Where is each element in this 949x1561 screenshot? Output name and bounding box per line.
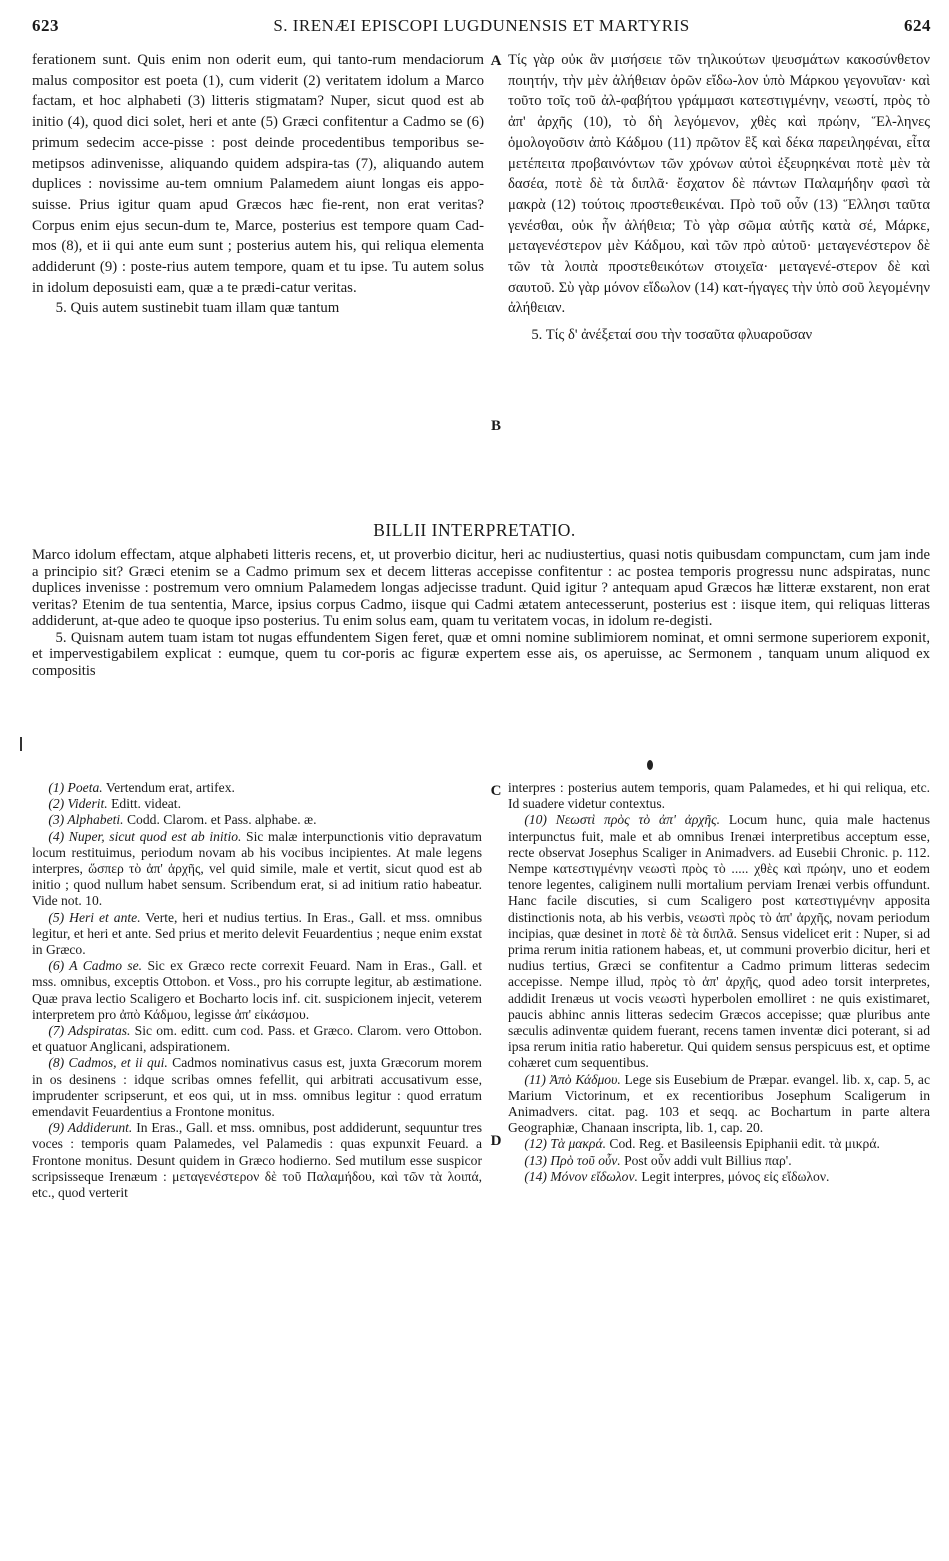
section-title: BILLII INTERPRETATIO. [373,520,576,540]
footnote-body: Sic malæ interpunctionis vitio depravatum locum restituimus, periodum novam ab his vocibus incipientes. At male legens interpres, ὥσπερ τὸ ἀπ' ἀρχῆς, vel quid simile, male et vertit, sicut quod est ab initio ; quod nullum habet sensum. Scribendum erat, si ad initium ratio habeatur. Vide not. 10. [32,828,482,909]
footnote-body: Locum hunc, quia male hactenus interpunctus fuit, male et ab omnibus Irenæi interpretibus acceptum esse, recte observat Josephus Scaliger in Animadvers. ad Eusebii Chronic. p. 112. Nempe κατεστιγμένην νεωστὶ πρὸς τὸ ..... χθὲς καὶ πρώην, uno et eodem tenore legentes, caliginem nulli mortalium perviam Irenæi verbis offundunt. Hanc facile discuties, si cum Scaligero post κατεστιγμένην apposita distinctionis nota, ab his verbis, νεωστὶ πρὸς τὸ ἀπ' ἀρχῆς, novam periodum incipias, quæ desinet in ποτὲ δὲ τὰ διπλᾶ. Sensus videlicet erit : Nuper, si ad prima rerum initia rationem habeas, et, ut communi proverbio dicitur, heri et nudius tertius, Græci se confitentur a Cadmo primum litteras sedecim accepisse. Nempe illud, πρὸς τὸ ἀπ' ἀρχῆς, quod adeo torsit interpretes, addidit Irenæus ut vocis νεωστὶ hyperbolen emolliret : ne quis existimaret, paucis abhinc annis litteras sedecim Græcos accepisse; quæ pluribus ante sæculis adinventæ quidem fuerant, recens tamen inventæ dici poterant, si ad ipsa rerum initia ratio haberetur. Qui quidem sensus perspicuus est, et optime cohæret cum sequentibus. [508,812,930,1071]
footnote-body: Verte, heri et nudius tertius. In Eras., Gall. et mss. omnibus legitur, et heri et ante. Sed prius et merito delevit Feuardentius ; neque enim exstat in Græco. [32,909,483,958]
footnote-body: Legit interpres, μόνος εἰς εἴδωλον. [641,1168,830,1184]
footnote-body: Vertendum erat, artifex. [105,780,235,795]
footnote [32,780,482,796]
footnote-head: (8) Cadmos, et ii qui. [48,1055,168,1071]
footnote-continuation [508,780,930,812]
page-number-right: 624 [904,16,931,35]
page-number-left: 623 [32,16,59,35]
footnote-head: (2) Viderit. [48,796,108,812]
footnote-head: (1) Poeta. [48,780,103,795]
footnote [508,1072,930,1137]
margin-letter-b: B [490,418,501,434]
footnote [508,1153,930,1169]
footnote-body: In Eras., Gall. et mss. omnibus, post addiderunt, sequuntur tres voces : temporis quam Palamedes, vel Palamedis : quas expunxit Feuard. a Frontone monitus. Desunt quidem in Græco hodierno. Sed mutilum esse suspicor scripsisseque Irenæum : μεταγενέστερον δὲ τοῦ Παλαμήδου, καὶ τῶν τὰ λοιπά, etc., quod verterit [32,1120,482,1201]
margin-letter-d: D [490,1133,502,1149]
footnote-head: (3) Alphabeti. [48,812,124,828]
footnotes-left [32,780,482,1201]
greek-paragraph-2: 5. Τίς δ' ἀνέξεταί σου τὴν τοσαῦτα φλυαροῦσαν [531,327,813,344]
footnote-head: (14) Μόνον εἴδωλον. [524,1168,638,1184]
margin-letter-c: C [490,783,502,799]
footnote [32,910,482,959]
footnote-head: (12) Τὰ μακρά. [524,1136,606,1152]
margin-letter-a: A [490,53,502,69]
footnote-head: (6) A Cadmo se. [48,958,143,974]
latin-text-column [32,50,484,319]
footnote [508,812,930,1071]
footnote [32,958,482,1023]
footnote-head: (7) Adspiratas. [48,1023,131,1039]
greek-text-column [508,50,930,346]
footnote-head: (4) Nuper, sicut quod est ab initio. [48,828,242,844]
margin-mark [20,737,22,751]
footnote [508,1169,930,1185]
footnote-body: Lege sis Eusebium de Præpar. evangel. lib. x, cap. 5, ac Marium Victorinum, et ex recentioribus Josephum Scaligerum in Animadvers. citat. pag. 103 et seqq. ac Bochartum in parte altera Geographiæ, Chanaan inscripta, lib. 1, cap. 20. [508,1071,930,1136]
footnote [32,1055,482,1120]
footnote-body: Post οὖν addi vult Billius παρ'. [624,1152,792,1168]
billii-paragraph-1: Marco idolum effectam, atque alphabeti litteris recens, et, ut proverbio dicitur, heri ac nudiustertius, quasi notis quibusdam compunctam, cum jam inde a principio sit? Græci etenim se a Cadmo primum sex et decem litteras accepisse confitentur : ac postea temporis progressu nunc adspiratas, nunc duplices invenisse : postremum vero omnium Palamedem longas adjecisse tradunt. Quid igitur ? antequam apud Græcos hæ litteræ exstarent, non erat veritas? Etenim de tua sententia, Marce, ipsius corpus Cadmo, iisque qui Cadmi ætatem antecesserunt, posterius est : iisque item, qui reliquas litteras addiderunt, at-que adeo te quoque ipso posterius. Tu enim solus eam, quam tu veritatem vocas, in idolum re-degisti. [32,547,930,629]
footnote-body: Editt. videat. [111,796,181,812]
footnote [32,796,482,812]
footnote-head: (10) Νεωστὶ πρὸς τὸ ἀπ' ἀρχῆς. [524,812,721,828]
latin-paragraph-2: 5. Quis autem sustinebit tuam illam quæ tantum [55,300,340,317]
footnote [32,1120,482,1201]
footnote [32,812,482,828]
footnote-body: interpres : posterius autem temporis, quam Palamedes, et hi qui reliqua, etc. Id suadere videtur contextus. [508,780,930,812]
footnote-body: Cadmos nominativus casus est, juxta Græcorum morem in os desinens : idque scribas omnes fefellit, qui arbitrati accusativum esse, imprudenter scripserunt, et eos qui, ut in mss. omnibus legitur : quod erratum emendavit Feuardentius a Frontone monitus. [32,1055,482,1120]
footnote-head: (5) Heri et ante. [48,909,141,925]
billii-interpretatio [32,547,930,679]
footnote [32,829,482,910]
footnote-body: Sic om. editt. cum cod. Pass. et Græco. Clarom. vero Ottobon. et quatuor Anglicani, adspirationem. [32,1023,483,1055]
ink-dot [647,760,653,770]
footnote-head: (11) Ἀπὸ Κάδμου. [524,1071,621,1087]
footnote-body: Sic ex Græco recte correxit Feuard. Nam in Eras., Gall. et mss. omnibus, exceptis Ottobon. et Voss., pro his corrupte legitur, ab æstimatione. Quæ prava lectio Scaligero et Bocharto locis inf. cit. suspicionem injecit, veterem interpretem pro ἀπὸ Κάδμου, legisse ἀπ' εἰκάσμου. [32,958,482,1022]
footnote-head: (13) Πρὸ τοῦ οὖν. [524,1152,621,1168]
footnote [32,1023,482,1055]
footnote [508,1136,930,1152]
running-title: S. IRENÆI EPISCOPI LUGDUNENSIS ET MARTYRIS [273,16,690,35]
running-header [32,16,931,42]
footnote-head: (9) Addiderunt. [48,1120,133,1136]
footnote-body: Codd. Clarom. et Pass. alphabe. æ. [126,812,317,828]
billii-paragraph-2: 5. Quisnam autem tuam istam tot nugas effundentem Sigen feret, quæ et omni nomine sublimiorem nominat, et omni sermone superiorem exponit, et impervestigabilem explicat : eumque, quem tu cor-poris ac figuræ expertem esse ais, os aperuisse, ac Sermonem , tanquam unum aliquod ex compositis [32,629,930,679]
latin-paragraph-1: ferationem sunt. Quis enim non oderit eum, qui tanto-rum mendaciorum malus compositor est poeta (1), cum viderit (2) veritatem idolum a Marco factam, et hoc alphabeti (3) litteris stigmatam? Nuper, sicut quod est ab initio (4), quod dici solet, heri et ante (5) Græci confitentur a Cadmo se (6) primum sedecim acce-pisse : post deinde procedentibus temporibus se-metipsos adinvenisse, aliquando quidem adspira-tas (7), aliquando autem duplices : novissime au-tem omnium Palamedem aiunt longas eis appo-suisse. Prius igitur quam apud Græcos hæc fie-rent, non erat veritas? Corpus enim ejus secun-dum te, Marce, posterius est tempore quam Cad-mos (8), et ii qui ante eum sunt ; posterius autem his, qui reliqua elementa addiderunt (9) : poste-rius autem tempore, quam et tu ipse. Tu autem solus in idolum deposuisti eam, quæ a te prædi-catur veritas. [32,52,484,296]
greek-paragraph-1: Τίς γὰρ οὐκ ἂν μισήσειε τῶν τηλικούτων ψευσμάτων κακοσύνθετον ποιητήν, τὴν μὲν ἀλήθειαν ὁρῶν εἴδω-λον ὑπὸ Μάρκου γεγονυῖαν· καὶ τοῦτο τοῖς τοῦ ἀλ-φαβήτου γράμμασι κατεστιγμένην, νεωστί, πρὸς τὸ ἀπ' ἀρχῆς (10), τὸ δὴ λεγόμενον, χθὲς καὶ πρώην, Ἕλ-ληνες ὁμολογοῦσιν ἀπὸ Κάδμου (11) πρῶτον ἓξ καὶ δέκα παρειληφέναι, εἶτα μετέπειτα προβαινόντων τῶν χρόνων αὐτοὶ ἐξευρηκέναι ποτὲ μὲν τὰ δασέα, ποτὲ δὲ τὰ διπλᾶ· ἔσχατον δὲ πάντων Παλαμήδην φασὶ τὰ μακρὰ (12) τούτοις προστεθεικέναι. Πρὸ τοῦ οὖν (13) Ἕλλησι ταῦτα γενέσθαι, οὐκ ἦν ἀλήθεια; Τὸ γὰρ σῶμα αὐτῆς κατὰ σέ, Μάρκε, μεταγενέστερον μὲν Κάδμου, καὶ τῶν πρὸ αὐτοῦ· μεταγενέστερον δὲ τῶν τὰ λοιπὰ προστεθεικότων στοιχεῖα· μεταγενέ-στερον δὲ καὶ σαυτοῦ. Σὺ γὰρ μόνον εἴδωλον (14) κατ-ήγαγες τὴν ὑπὸ σοῦ λεγομένην ἀλήθειαν. [508,52,930,317]
footnotes-right [508,780,930,1185]
footnote-body: Cod. Reg. et Basileensis Epiphanii edit. τὰ μικρά. [609,1136,880,1152]
